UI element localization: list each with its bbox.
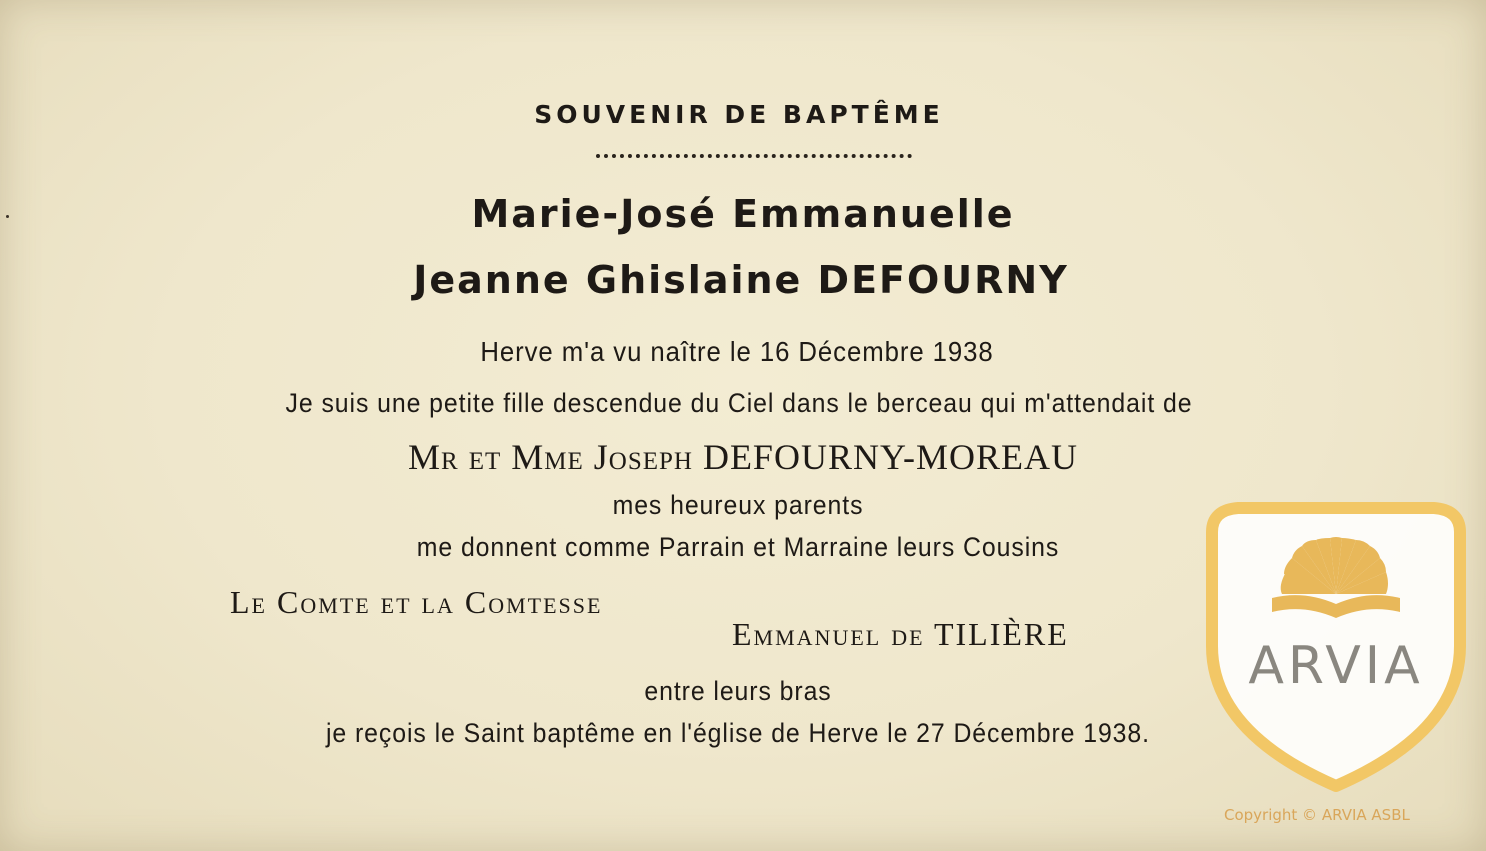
arvia-logo-text: ARVIA bbox=[1248, 636, 1424, 696]
copyright-notice: Copyright © ARVIA ASBL bbox=[1224, 806, 1410, 824]
parents-names: Mr et Mme Joseph DEFOURNY-MOREAU bbox=[408, 437, 1078, 477]
godparents-line: me donnent comme Parrain et Marraine leurs Cousins bbox=[416, 532, 1060, 562]
child-name-line-1: Marie-José Emmanuelle bbox=[471, 192, 1015, 236]
dotted-divider bbox=[596, 154, 912, 168]
birth-line: Herve m'a vu naître le 16 Décembre 1938 bbox=[480, 336, 994, 367]
child-name-line-2: Jeanne Ghislaine DEFOURNY bbox=[413, 258, 1069, 302]
godparents-title: Le Comte et la Comtesse bbox=[230, 584, 603, 620]
descent-line: Je suis une petite fille descendue du Ciel dans le berceau qui m'attendait de bbox=[285, 388, 1193, 418]
godparents-name: Emmanuel de TILIÈRE bbox=[732, 616, 1069, 652]
baptism-line: je reçois le Saint baptême en l'église de Herve le 27 Décembre 1938. bbox=[325, 718, 1150, 748]
card-heading: SOUVENIR DE BAPTÊME bbox=[534, 100, 944, 129]
arms-line: entre leurs bras bbox=[644, 676, 832, 706]
parents-caption: mes heureux parents bbox=[612, 490, 864, 520]
